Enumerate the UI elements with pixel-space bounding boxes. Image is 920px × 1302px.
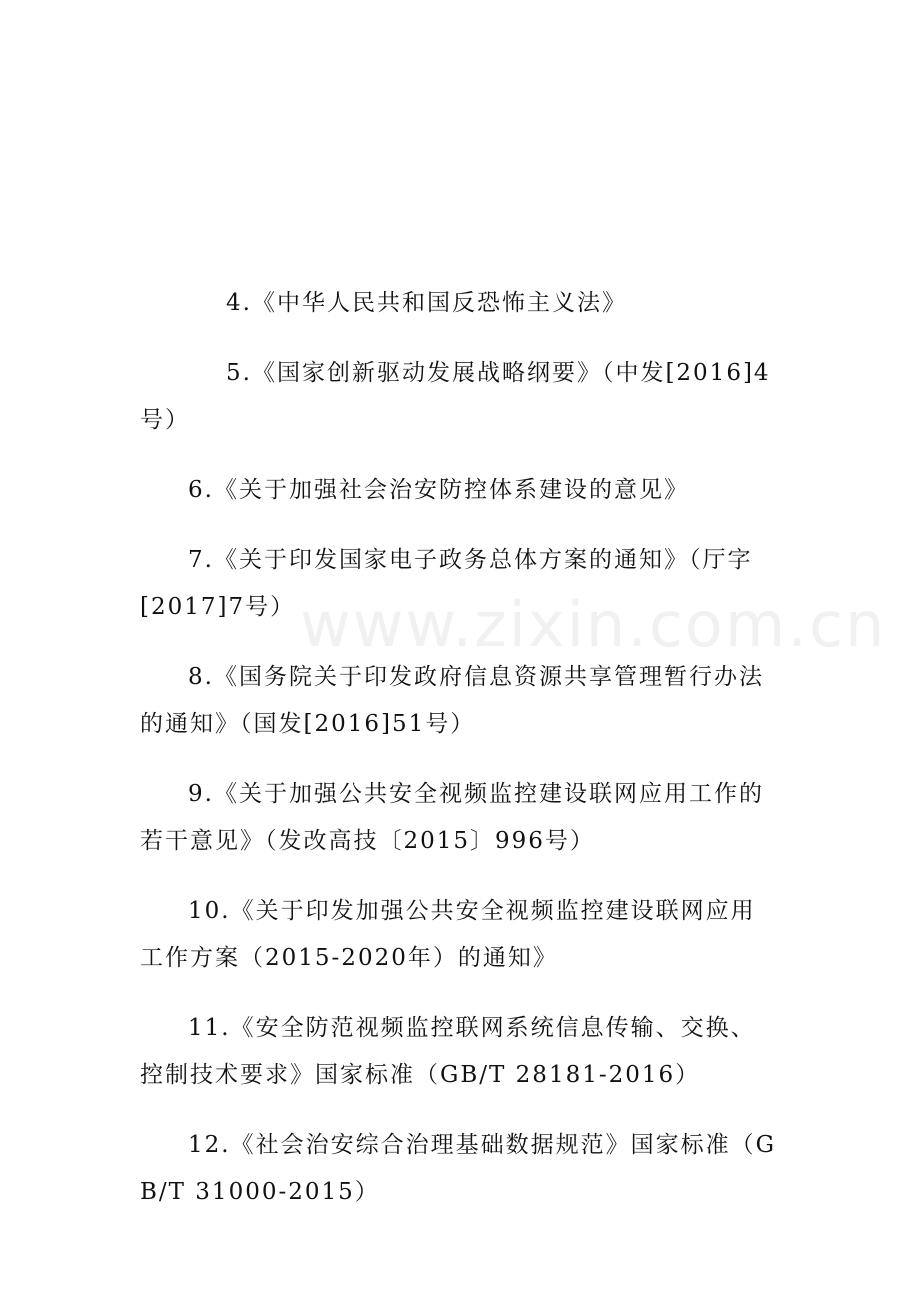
reference-item-9: 9.《关于加强公共安全视频监控建设联网应用工作的若干意见》（发改高技〔2015〕996号） — [140, 781, 764, 854]
watermark: www.zixin.com.cn — [300, 588, 887, 661]
reference-item-8: 8.《国务院关于印发政府信息资源共享管理暂行办法的通知》（国发[2016]51号） — [140, 664, 764, 737]
reference-item-10: 10.《关于印发加强公共安全视频监控建设联网应用工作方案（2015-2020年）的通知》 — [140, 898, 756, 971]
reference-item-5: 5.《国家创新驱动发展战略纲要》（中发[2016]4号） — [140, 360, 771, 433]
reference-item-6: 6.《关于加强社会治安防控体系建设的意见》 — [188, 477, 689, 503]
reference-item-11: 11.《安全防范视频监控联网系统信息传输、交换、控制技术要求》国家标准（GB/T 28181-2016） — [140, 1015, 756, 1088]
reference-list — [140, 280, 780, 1239]
reference-item-12: 12.《社会治安综合治理基础数据规范》国家标准（GB/T 31000-2015） — [140, 1132, 776, 1205]
reference-item-7: 7.《关于印发国家电子政务总体方案的通知》（厅字[2017]7号） — [140, 547, 753, 620]
reference-item-4: 4.《中华人民共和国反恐怖主义法》 — [226, 290, 627, 316]
